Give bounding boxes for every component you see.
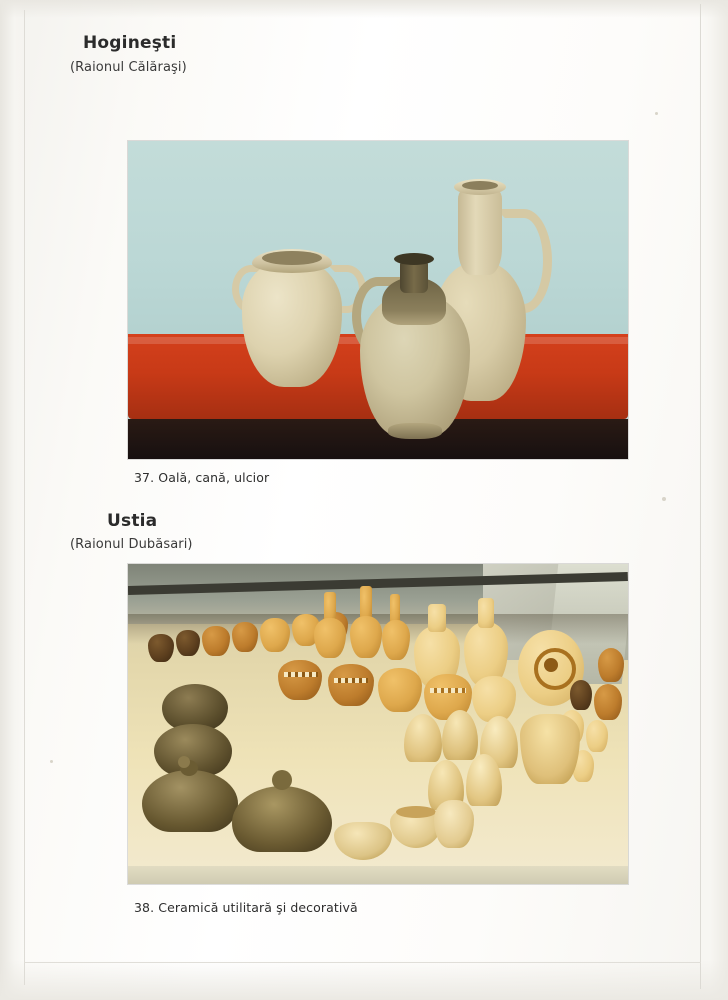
photo1-center-jug-rim xyxy=(394,253,434,265)
photo2-large-jug-neck xyxy=(428,604,446,632)
photo2-lid-knob xyxy=(178,756,190,768)
photo2-figurine xyxy=(598,648,624,682)
section-title-hoginesti: Hogineşti xyxy=(83,33,177,53)
photo1-wide-pot-mouth xyxy=(262,251,322,265)
photo2-foreground-strip xyxy=(128,866,628,884)
photo2-vessel xyxy=(472,676,516,722)
photo2-vessel xyxy=(278,660,322,700)
photo2-lid-knob xyxy=(272,770,292,790)
section-subtitle-hoginesti: (Raionul Călăraşi) xyxy=(70,60,187,75)
caption-figure-38: 38. Ceramică utilitară şi decorativă xyxy=(134,900,358,915)
photo2-dot-band xyxy=(284,672,318,677)
photo2-ring-decoration-inner xyxy=(544,658,558,672)
photo2-front-vessel xyxy=(434,800,474,848)
photo2-vessel xyxy=(176,630,200,656)
photo2-tall-vase-body xyxy=(382,620,410,660)
section-title-ustia: Ustia xyxy=(107,511,158,531)
photo2-figurine xyxy=(594,684,622,720)
caption-figure-37: 37. Oală, cană, ulcior xyxy=(134,470,270,485)
photo2-vessel xyxy=(232,622,258,652)
photo2-dot-band xyxy=(430,688,466,693)
photo2-lidded-pot xyxy=(232,786,332,852)
photo2-branched-candlestick xyxy=(520,714,580,784)
photo2-tall-vase-body xyxy=(350,616,382,658)
photo2-lidded-pot xyxy=(142,770,238,832)
photo2-front-bowl-rim xyxy=(396,806,436,818)
photo1-tall-jug-mouth xyxy=(462,181,498,190)
photo1-wide-pot xyxy=(228,231,356,387)
photo2-vessel xyxy=(148,634,174,662)
photo2-tall-vase-body xyxy=(314,618,346,658)
photo2-figurine xyxy=(586,720,608,752)
section-subtitle-ustia: (Raionul Dubăsari) xyxy=(70,537,193,552)
photo2-vessel xyxy=(260,618,290,652)
photo2-vessel xyxy=(328,664,374,706)
photo2-vessel xyxy=(378,668,422,712)
photo2-dot-band xyxy=(334,678,368,683)
photo1-wide-pot-body xyxy=(242,259,342,387)
photo2-large-jug-neck xyxy=(478,598,494,628)
photo-ceramics-display xyxy=(128,564,628,884)
photo2-vessel xyxy=(202,626,230,656)
photo1-center-jug-base xyxy=(388,423,442,439)
photo-pottery-still-life xyxy=(128,141,628,459)
photo2-figurine xyxy=(570,680,592,710)
photo1-center-jug xyxy=(346,237,476,437)
